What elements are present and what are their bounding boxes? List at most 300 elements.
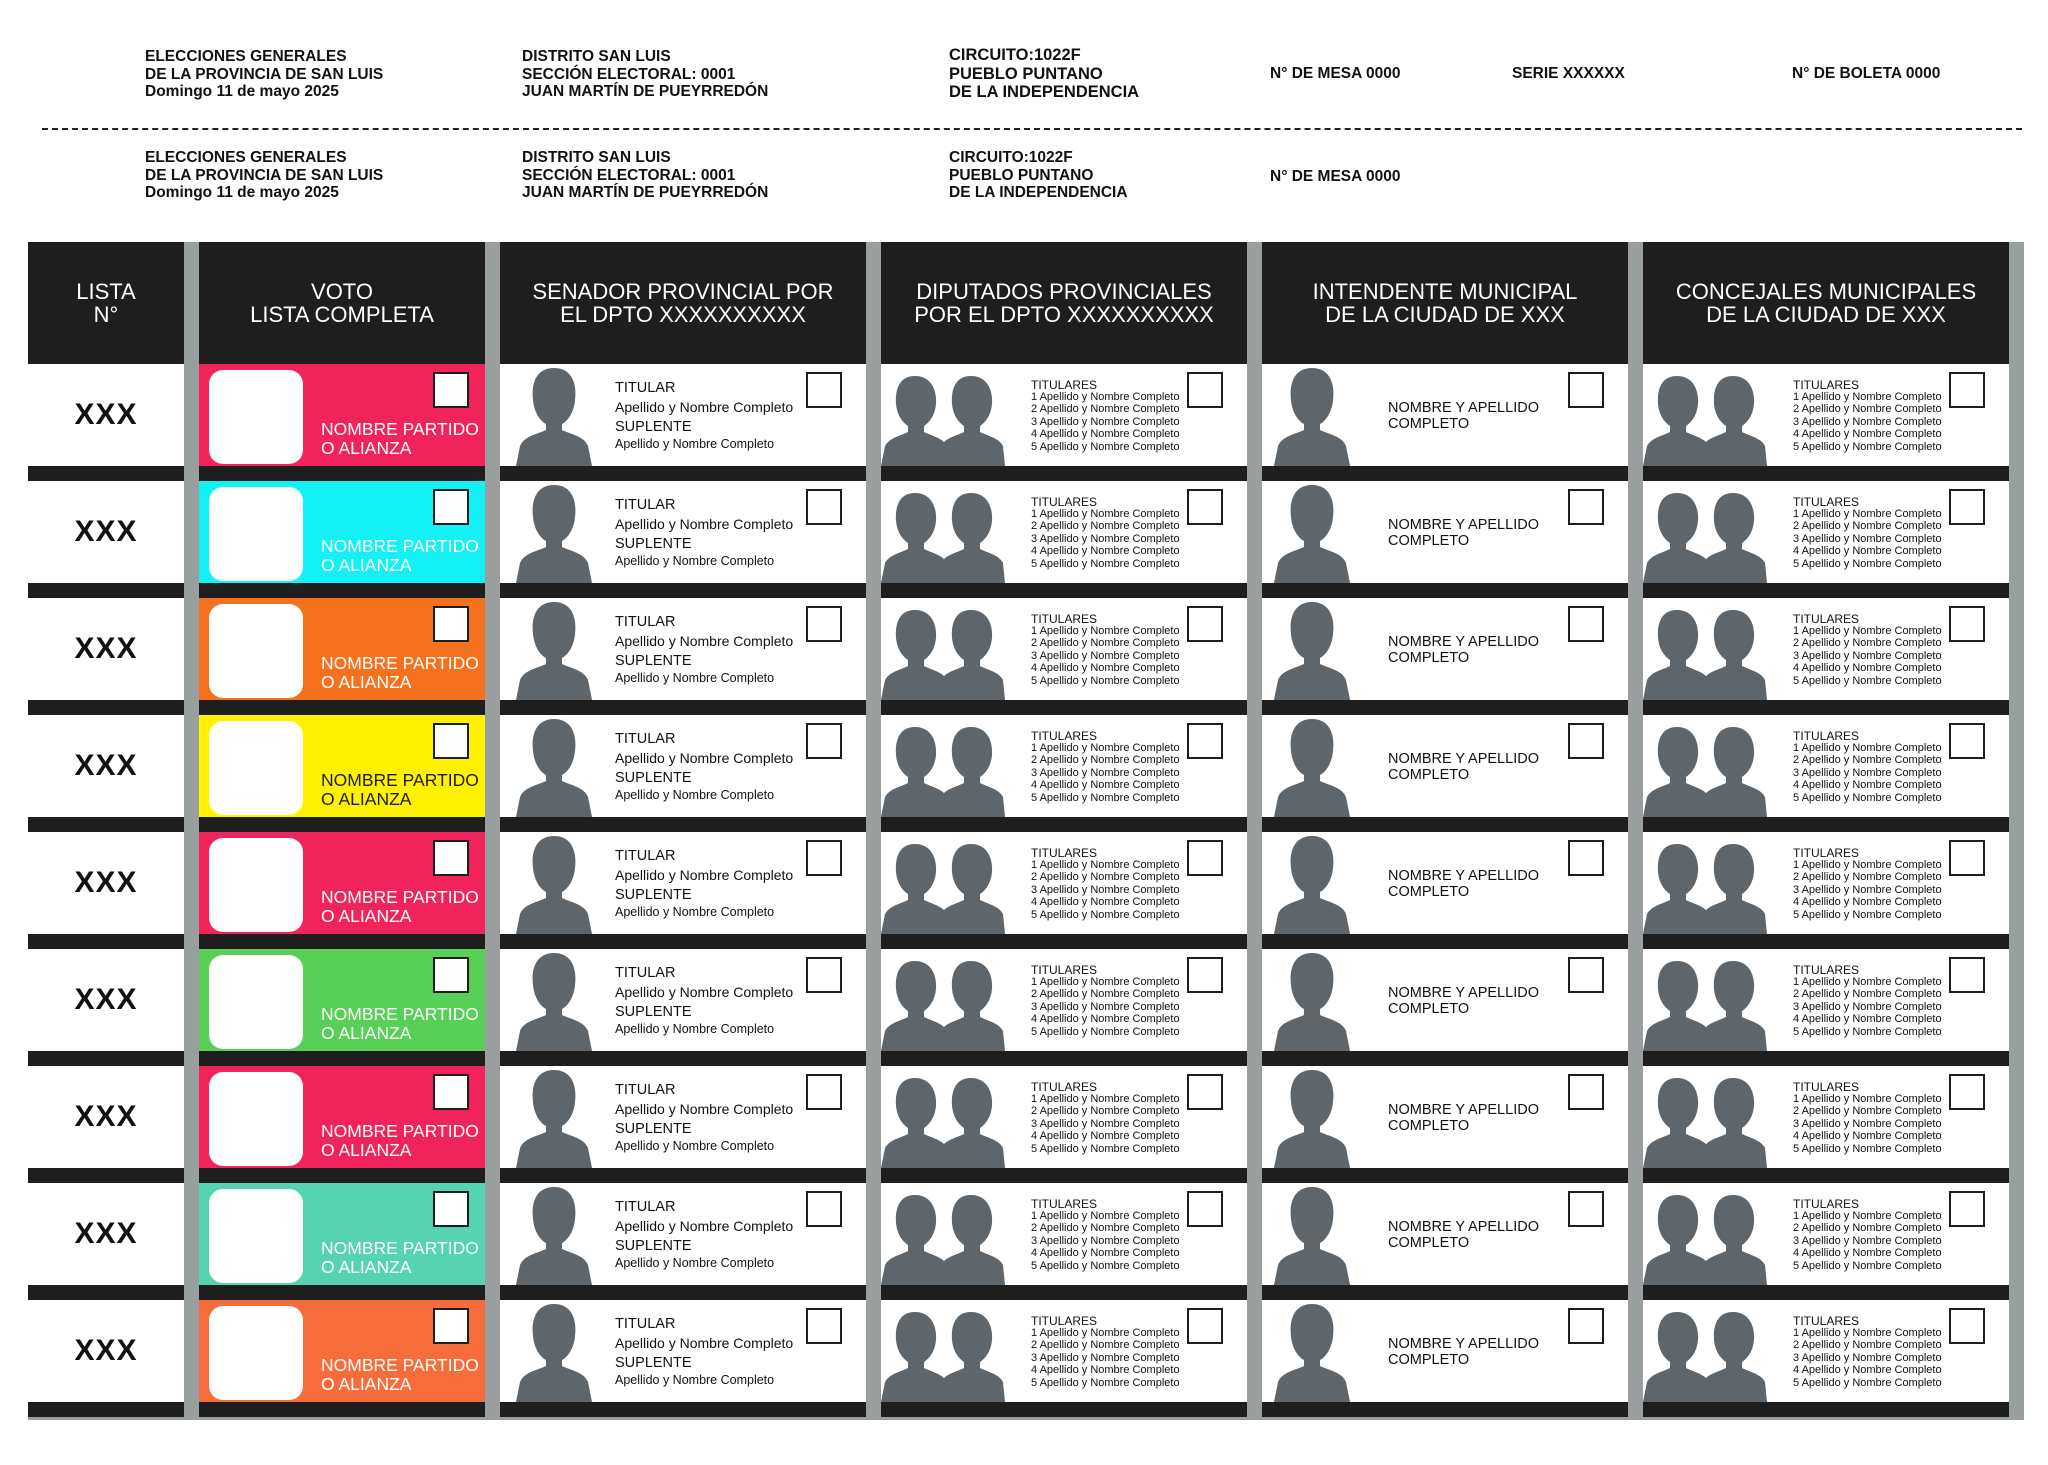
vote-checkbox-senador[interactable] [806,840,842,876]
list-item: 3 Apellido y Nombre Completo [1793,883,1942,896]
senador-candidate [500,949,866,1066]
column-separator [1247,242,1262,364]
party-name: NOMBRE PARTIDO O ALIANZA [321,1121,479,1160]
list-item: 3 Apellido y Nombre Completo [1031,649,1180,662]
vote-checkbox-concejales[interactable] [1949,489,1985,525]
suplente-label: SUPLENTE [615,770,692,786]
ballot-grid [28,242,2024,1420]
list-item: 2 Apellido y Nombre Completo [1793,520,1942,533]
intendente-name: NOMBRE Y APELLIDO COMPLETO [1388,634,1539,666]
intendente-candidate [1262,1300,1628,1417]
column-separator [1628,1066,1643,1183]
titular-name: Apellido y Nombre Completo [615,984,794,1000]
titulares-label: TITULARES [1031,612,1098,626]
vote-checkbox-diputados[interactable] [1187,1074,1223,1110]
vote-checkbox-intendente[interactable] [1568,606,1604,642]
vote-checkbox-senador[interactable] [806,1308,842,1344]
suplente-name: Apellido y Nombre Completo [615,437,775,451]
column-separator [866,1066,881,1183]
list-item: 2 Apellido y Nombre Completo [1793,871,1942,884]
candidate-list [1793,625,1942,687]
two-people-silhouette-icon [1643,608,1767,700]
lista-number: XXX [28,598,184,715]
two-people-silhouette-icon [881,491,1005,583]
two-people-silhouette-icon [881,374,1005,466]
titular-label: TITULAR [615,1082,676,1098]
column-separator [2009,242,2024,364]
column-separator [485,481,500,598]
titulares-label: TITULARES [1793,495,1860,509]
column-separator [485,715,500,832]
diputados-candidates [881,598,1247,715]
stub-serie: SERIE XXXXXX [1512,65,1625,82]
column-separator [184,949,199,1066]
vote-checkbox-lista-completa[interactable] [433,723,469,759]
concejales-candidates [1643,949,2009,1066]
list-item: 5 Apellido y Nombre Completo [1031,557,1180,570]
column-separator [485,1300,500,1417]
titular-name: Apellido y Nombre Completo [615,399,794,415]
list-item: 1 Apellido y Nombre Completo [1793,1093,1942,1105]
list-item: 1 Apellido y Nombre Completo [1793,976,1942,988]
person-silhouette-icon [1274,717,1350,817]
vote-checkbox-senador[interactable] [806,606,842,642]
list-item: 1 Apellido y Nombre Completo [1031,508,1180,520]
column-separator [1247,364,1262,481]
column-separator [866,481,881,598]
intendente-candidate [1262,1066,1628,1183]
person-silhouette-icon [1274,600,1350,700]
intendente-name: NOMBRE Y APELLIDO COMPLETO [1388,985,1539,1017]
candidate-list [1793,508,1942,570]
list-item: 4 Apellido y Nombre Completo [1793,1247,1942,1260]
person-silhouette-icon [1274,1185,1350,1285]
column-separator [866,1183,881,1300]
senador-candidate [500,1066,866,1183]
list-item: 1 Apellido y Nombre Completo [1031,742,1180,754]
titular-name: Apellido y Nombre Completo [615,750,794,766]
column-separator [184,1300,199,1417]
column-header-senador: SENADOR PROVINCIAL POR EL DPTO XXXXXXXXXX [500,242,866,364]
suplente-name: Apellido y Nombre Completo [615,905,775,919]
two-people-silhouette-icon [881,1193,1005,1285]
column-separator [1247,832,1262,949]
titular-label: TITULAR [615,848,676,864]
two-people-silhouette-icon [881,959,1005,1051]
list-item: 5 Apellido y Nombre Completo [1031,908,1180,921]
column-separator [485,242,500,364]
vote-checkbox-lista-completa[interactable] [433,840,469,876]
titular-label: TITULAR [615,380,676,396]
senador-candidate [500,715,866,832]
diputados-candidates [881,1300,1247,1417]
column-header-voto-lista-completa: VOTO LISTA COMPLETA [199,242,485,364]
party-cell [199,715,485,832]
suplente-name: Apellido y Nombre Completo [615,788,775,802]
party-cell [199,598,485,715]
list-item: 2 Apellido y Nombre Completo [1031,1105,1180,1118]
person-silhouette-icon [516,834,592,934]
party-cell [199,832,485,949]
diputados-candidates [881,1066,1247,1183]
column-separator [1628,1183,1643,1300]
intendente-name: NOMBRE Y APELLIDO COMPLETO [1388,751,1539,783]
intendente-candidate [1262,481,1628,598]
party-name: NOMBRE PARTIDO O ALIANZA [321,887,479,926]
candidate-list [1031,625,1180,687]
two-people-silhouette-icon [881,725,1005,817]
list-item: 1 Apellido y Nombre Completo [1793,391,1942,403]
suplente-label: SUPLENTE [615,1355,692,1371]
vote-checkbox-diputados[interactable] [1187,372,1223,408]
column-header-diputados: DIPUTADOS PROVINCIALES POR EL DPTO XXXXXXXXXX [881,242,1247,364]
titular-name: Apellido y Nombre Completo [615,633,794,649]
vote-checkbox-concejales[interactable] [1949,1191,1985,1227]
vote-checkbox-senador[interactable] [806,723,842,759]
party-name: NOMBRE PARTIDO O ALIANZA [321,770,479,809]
concejales-candidates [1643,598,2009,715]
list-item: 3 Apellido y Nombre Completo [1793,649,1942,662]
titulares-label: TITULARES [1031,378,1098,392]
two-people-silhouette-icon [881,1076,1005,1168]
vote-checkbox-senador[interactable] [806,957,842,993]
list-item: 4 Apellido y Nombre Completo [1031,545,1180,558]
vote-checkbox-intendente[interactable] [1568,1074,1604,1110]
titular-label: TITULAR [615,497,676,513]
vote-checkbox-concejales[interactable] [1949,840,1985,876]
list-item: 3 Apellido y Nombre Completo [1031,1351,1180,1364]
list-item: 2 Apellido y Nombre Completo [1031,871,1180,884]
party-cell [199,949,485,1066]
two-people-silhouette-icon [1643,959,1767,1051]
suplente-label: SUPLENTE [615,887,692,903]
titular-name: Apellido y Nombre Completo [615,1335,794,1351]
list-item: 4 Apellido y Nombre Completo [1793,1364,1942,1377]
column-separator [485,598,500,715]
column-separator [485,832,500,949]
column-separator [866,598,881,715]
list-item: 2 Apellido y Nombre Completo [1793,403,1942,416]
column-separator [866,1300,881,1417]
list-item: 5 Apellido y Nombre Completo [1793,674,1942,687]
vote-checkbox-concejales[interactable] [1949,957,1985,993]
stub-election: ELECCIONES GENERALES DE LA PROVINCIA DE SAN LUIS Domingo 11 de mayo 2025 [145,48,384,100]
senador-candidate [500,598,866,715]
lista-number: XXX [28,715,184,832]
column-separator [1628,481,1643,598]
person-silhouette-icon [1274,834,1350,934]
list-item: 2 Apellido y Nombre Completo [1793,988,1942,1001]
list-item: 2 Apellido y Nombre Completo [1793,754,1942,767]
list-item: 2 Apellido y Nombre Completo [1793,1222,1942,1235]
list-item: 3 Apellido y Nombre Completo [1031,1234,1180,1247]
person-silhouette-icon [1274,1302,1350,1402]
senador-candidate [500,1300,866,1417]
column-separator [2009,1300,2024,1417]
column-separator [866,364,881,481]
suplente-name: Apellido y Nombre Completo [615,1139,775,1153]
vote-checkbox-intendente[interactable] [1568,1191,1604,1227]
vote-checkbox-diputados[interactable] [1187,840,1223,876]
person-silhouette-icon [516,1185,592,1285]
person-silhouette-icon [516,717,592,817]
column-separator [485,1066,500,1183]
titulares-label: TITULARES [1793,378,1860,392]
list-item: 3 Apellido y Nombre Completo [1793,1234,1942,1247]
list-item: 5 Apellido y Nombre Completo [1793,1142,1942,1155]
intendente-candidate [1262,949,1628,1066]
vote-checkbox-senador[interactable] [806,489,842,525]
party-name: NOMBRE PARTIDO O ALIANZA [321,1238,479,1277]
candidate-list [1793,1327,1942,1389]
vote-checkbox-diputados[interactable] [1187,1191,1223,1227]
list-item: 4 Apellido y Nombre Completo [1793,1130,1942,1143]
vote-checkbox-lista-completa[interactable] [433,1191,469,1227]
vote-checkbox-diputados[interactable] [1187,723,1223,759]
column-header-lista: LISTA N° [28,242,184,364]
titulares-label: TITULARES [1793,729,1860,743]
senador-candidate [500,1183,866,1300]
titulares-label: TITULARES [1031,963,1098,977]
suplente-name: Apellido y Nombre Completo [615,1373,775,1387]
intendente-name: NOMBRE Y APELLIDO COMPLETO [1388,400,1539,432]
list-item: 2 Apellido y Nombre Completo [1793,1105,1942,1118]
vote-checkbox-diputados[interactable] [1187,957,1223,993]
list-item: 4 Apellido y Nombre Completo [1793,896,1942,909]
person-silhouette-icon [516,951,592,1051]
two-people-silhouette-icon [1643,842,1767,934]
list-item: 5 Apellido y Nombre Completo [1031,1142,1180,1155]
column-separator [1628,715,1643,832]
stub-boleta: N° DE BOLETA 0000 [1792,65,1941,82]
list-item: 3 Apellido y Nombre Completo [1031,766,1180,779]
two-people-silhouette-icon [881,842,1005,934]
concejales-candidates [1643,481,2009,598]
vote-checkbox-lista-completa[interactable] [433,1308,469,1344]
list-item: 5 Apellido y Nombre Completo [1031,1259,1180,1272]
intendente-candidate [1262,715,1628,832]
column-separator [2009,481,2024,598]
titulares-label: TITULARES [1793,963,1860,977]
list-item: 5 Apellido y Nombre Completo [1793,557,1942,570]
list-item: 3 Apellido y Nombre Completo [1793,532,1942,545]
list-item: 4 Apellido y Nombre Completo [1793,1013,1942,1026]
titular-label: TITULAR [615,1316,676,1332]
vote-checkbox-lista-completa[interactable] [433,1074,469,1110]
vote-checkbox-concejales[interactable] [1949,372,1985,408]
candidate-list [1793,859,1942,921]
vote-checkbox-intendente[interactable] [1568,1308,1604,1344]
list-item: 4 Apellido y Nombre Completo [1031,779,1180,792]
vote-checkbox-lista-completa[interactable] [433,957,469,993]
vote-checkbox-intendente[interactable] [1568,840,1604,876]
party-logo-placeholder [209,955,303,1049]
person-silhouette-icon [516,1302,592,1402]
list-item: 5 Apellido y Nombre Completo [1793,1376,1942,1389]
suplente-label: SUPLENTE [615,1238,692,1254]
list-item: 4 Apellido y Nombre Completo [1793,428,1942,441]
vote-checkbox-intendente[interactable] [1568,723,1604,759]
vote-checkbox-senador[interactable] [806,1191,842,1227]
list-item: 5 Apellido y Nombre Completo [1793,791,1942,804]
vote-checkbox-lista-completa[interactable] [433,372,469,408]
diputados-candidates [881,364,1247,481]
column-separator [1628,832,1643,949]
ballot-election: ELECCIONES GENERALES DE LA PROVINCIA DE SAN LUIS Domingo 11 de mayo 2025 [145,149,384,201]
candidate-list [1031,391,1180,453]
titular-name: Apellido y Nombre Completo [615,516,794,532]
party-name: NOMBRE PARTIDO O ALIANZA [321,419,479,458]
list-item: 1 Apellido y Nombre Completo [1031,625,1180,637]
suplente-label: SUPLENTE [615,1121,692,1137]
stub-district: DISTRITO SAN LUIS SECCIÓN ELECTORAL: 0001 JUAN MARTÍN DE PUEYRREDÓN [522,48,769,100]
column-separator [485,1183,500,1300]
vote-checkbox-diputados[interactable] [1187,489,1223,525]
column-separator [184,1183,199,1300]
list-item: 2 Apellido y Nombre Completo [1793,1339,1942,1352]
list-item: 5 Apellido y Nombre Completo [1793,440,1942,453]
column-separator [1247,1183,1262,1300]
list-item: 1 Apellido y Nombre Completo [1031,1210,1180,1222]
list-item: 2 Apellido y Nombre Completo [1031,1339,1180,1352]
list-item: 3 Apellido y Nombre Completo [1793,1117,1942,1130]
vote-checkbox-concejales[interactable] [1949,1308,1985,1344]
candidate-list [1031,1327,1180,1389]
titulares-label: TITULARES [1031,495,1098,509]
list-item: 3 Apellido y Nombre Completo [1031,1000,1180,1013]
list-item: 3 Apellido y Nombre Completo [1793,415,1942,428]
candidate-list [1031,1210,1180,1272]
suplente-label: SUPLENTE [615,1004,692,1020]
lista-number: XXX [28,1300,184,1417]
lista-number: XXX [28,949,184,1066]
vote-checkbox-senador[interactable] [806,372,842,408]
list-item: 4 Apellido y Nombre Completo [1031,896,1180,909]
titular-name: Apellido y Nombre Completo [615,867,794,883]
titular-label: TITULAR [615,965,676,981]
vote-checkbox-senador[interactable] [806,1074,842,1110]
cut-line [42,128,2022,130]
ballot-circuit: CIRCUITO:1022F PUEBLO PUNTANO DE LA INDEPENDENCIA [949,149,1128,201]
column-separator [485,364,500,481]
vote-checkbox-concejales[interactable] [1949,1074,1985,1110]
list-item: 5 Apellido y Nombre Completo [1031,674,1180,687]
column-separator [2009,715,2024,832]
vote-checkbox-intendente[interactable] [1568,957,1604,993]
list-item: 4 Apellido y Nombre Completo [1031,1013,1180,1026]
list-item: 5 Apellido y Nombre Completo [1031,1376,1180,1389]
party-logo-placeholder [209,604,303,698]
column-separator [1247,1300,1262,1417]
titular-name: Apellido y Nombre Completo [615,1218,794,1234]
titulares-label: TITULARES [1793,1080,1860,1094]
column-separator [184,481,199,598]
party-cell [199,1183,485,1300]
intendente-name: NOMBRE Y APELLIDO COMPLETO [1388,517,1539,549]
titular-name: Apellido y Nombre Completo [615,1101,794,1117]
ballot-district: DISTRITO SAN LUIS SECCIÓN ELECTORAL: 0001 JUAN MARTÍN DE PUEYRREDÓN [522,149,769,201]
list-item: 2 Apellido y Nombre Completo [1031,520,1180,533]
lista-number: XXX [28,1183,184,1300]
lista-number: XXX [28,1066,184,1183]
column-separator [2009,598,2024,715]
list-item: 2 Apellido y Nombre Completo [1031,754,1180,767]
column-separator [2009,1066,2024,1183]
intendente-candidate [1262,1183,1628,1300]
titulares-label: TITULARES [1031,1197,1098,1211]
suplente-label: SUPLENTE [615,653,692,669]
column-separator [1628,598,1643,715]
concejales-candidates [1643,832,2009,949]
intendente-name: NOMBRE Y APELLIDO COMPLETO [1388,868,1539,900]
vote-checkbox-intendente[interactable] [1568,372,1604,408]
column-separator [184,1066,199,1183]
column-separator [2009,364,2024,481]
column-header-intendente: INTENDENTE MUNICIPAL DE LA CIUDAD DE XXX [1262,242,1628,364]
candidate-list [1793,391,1942,453]
vote-checkbox-concejales[interactable] [1949,606,1985,642]
column-separator [1628,242,1643,364]
list-item: 4 Apellido y Nombre Completo [1031,1364,1180,1377]
list-item: 1 Apellido y Nombre Completo [1793,1327,1942,1339]
party-name: NOMBRE PARTIDO O ALIANZA [321,1004,479,1043]
column-separator [866,715,881,832]
list-item: 1 Apellido y Nombre Completo [1793,625,1942,637]
person-silhouette-icon [516,366,592,466]
list-item: 1 Apellido y Nombre Completo [1031,1093,1180,1105]
titulares-label: TITULARES [1031,1080,1098,1094]
list-item: 3 Apellido y Nombre Completo [1793,1000,1942,1013]
person-silhouette-icon [1274,1068,1350,1168]
suplente-name: Apellido y Nombre Completo [615,1022,775,1036]
senador-candidate [500,364,866,481]
party-logo-placeholder [209,370,303,464]
stub-circuit: CIRCUITO:1022F PUEBLO PUNTANO DE LA INDEPENDENCIA [949,46,1140,101]
person-silhouette-icon [516,1068,592,1168]
column-separator [1628,364,1643,481]
column-separator [1247,715,1262,832]
column-separator [184,715,199,832]
vote-checkbox-lista-completa[interactable] [433,489,469,525]
vote-checkbox-diputados[interactable] [1187,1308,1223,1344]
two-people-silhouette-icon [1643,725,1767,817]
list-item: 3 Apellido y Nombre Completo [1793,1351,1942,1364]
list-item: 3 Apellido y Nombre Completo [1031,883,1180,896]
vote-checkbox-intendente[interactable] [1568,489,1604,525]
two-people-silhouette-icon [1643,1193,1767,1285]
concejales-candidates [1643,1183,2009,1300]
vote-checkbox-lista-completa[interactable] [433,606,469,642]
suplente-name: Apellido y Nombre Completo [615,671,775,685]
intendente-name: NOMBRE Y APELLIDO COMPLETO [1388,1219,1539,1251]
column-separator [1247,598,1262,715]
party-logo-placeholder [209,838,303,932]
concejales-candidates [1643,715,2009,832]
list-item: 1 Apellido y Nombre Completo [1031,391,1180,403]
person-silhouette-icon [1274,483,1350,583]
column-separator [1628,1300,1643,1417]
candidate-list [1031,1093,1180,1155]
candidate-list [1031,742,1180,804]
candidate-list [1793,742,1942,804]
vote-checkbox-concejales[interactable] [1949,723,1985,759]
titular-label: TITULAR [615,614,676,630]
list-item: 3 Apellido y Nombre Completo [1031,1117,1180,1130]
vote-checkbox-diputados[interactable] [1187,606,1223,642]
party-logo-placeholder [209,487,303,581]
person-silhouette-icon [1274,951,1350,1051]
intendente-candidate [1262,364,1628,481]
